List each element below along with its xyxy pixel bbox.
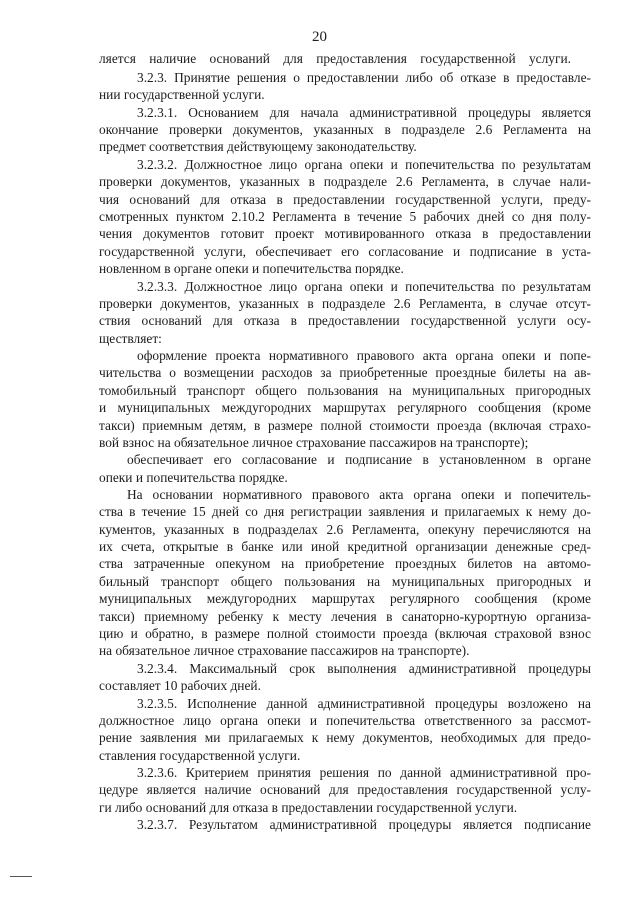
footer-rule [10, 876, 32, 877]
text-line: цию и обратно, в размере полной стоимости проезда (включая страховой взнос [99, 626, 591, 641]
text-line: должностное лицо органа опеки и попечительства ответственного за рассмот- [99, 713, 591, 728]
text-line: их счета, открытые в банке или иной кредитной организации денежные сред- [99, 539, 591, 554]
text-line: опеки и попечительства порядке. [99, 470, 288, 485]
text-line: кументов, указанных в подразделах 2.6 Регламента, опекуну перечисляются на [99, 522, 591, 537]
text-line: обеспечивает его согласование и подписание в установленном в органе [127, 452, 591, 467]
text-line: ства в течение 15 дней со дня регистрации заявления и прилагаемых к нему до- [99, 504, 591, 519]
text-line: проверки документов, указанных в подразделе 2.6 Регламента, в случае отсут- [99, 296, 591, 311]
text-line: новленном в органе опеки и попечительства порядке. [99, 261, 404, 276]
text-line: 3.2.3.1. Основанием для начала административной процедуры является [137, 105, 591, 120]
text-line: На основании нормативного правового акта органа опеки и попечитель- [127, 487, 591, 502]
text-line: цедуре является наличие оснований для предоставления государственной услу- [99, 782, 591, 797]
text-line: 3.2.3.3. Должностное лицо органа опеки и попечительства по результатам [137, 279, 591, 294]
text-line: 3.2.3.7. Результатом административной процедуры является подписание [137, 817, 591, 832]
text-line: такси) приемным детям, в размере полной стоимости проезда (включая страхо- [99, 418, 591, 433]
text-line: окончание проверки документов, указанных в подразделе 2.6 Регламента на [99, 122, 591, 137]
text-line: оформление проекта нормативного правового акта органа опеки и попе- [137, 348, 591, 363]
text-line: чения документов готовит проект мотивированного отказа в предоставлении [99, 226, 591, 241]
text-line: нии государственной услуги. [99, 87, 265, 102]
text-line: ствия оснований для отказа в предоставлении государственной услуги осу- [99, 313, 591, 328]
text-line: проверки документов, указанных в подразделе 2.6 Регламента, в случае нали- [99, 174, 591, 189]
text-line: 3.2.3.4. Максимальный срок выполнения административной процедуры [137, 661, 591, 676]
text-line: рение заявления ми прилагаемых к нему документов, необходимых для предо- [99, 730, 591, 745]
text-line: предмет соответствия действующему законодательству. [99, 139, 417, 154]
text-line: такси) приемному ребенку к месту лечения в санаторно-курортную организа- [99, 609, 591, 624]
text-line: томобильный транспорт общего пользования на муниципальных пригородных [99, 383, 591, 398]
text-line: бильный транспорт общего пользования на муниципальных пригородных и [99, 574, 591, 589]
text-line: ства затраченные опекуном на приобретение проездных билетов на автомо- [99, 556, 591, 571]
text-line: 3.2.3.5. Исполнение данной административной процедуры возложено на [137, 696, 591, 711]
text-line: и муниципальных междугородних маршрутах регулярного сообщения (кроме [99, 400, 591, 415]
text-line: 3.2.3.2. Должностное лицо органа опеки и попечительства по результатам [137, 157, 591, 172]
text-line: на обязательное личное страхование пассажиров на транспорте). [99, 643, 470, 658]
text-line: смотренных пунктом 2.10.2 Регламента в течение 5 рабочих дней со дня полу- [99, 209, 591, 224]
text-line: ляется наличие оснований для предоставления государственной услуги. [99, 51, 571, 66]
text-line: муниципальных междугородних маршрутах регулярного сообщения (кроме [99, 591, 591, 606]
text-line: ставления государственной услуги. [99, 748, 301, 763]
text-line: составляет 10 рабочих дней. [99, 678, 261, 693]
text-line: ществляет: [99, 331, 162, 346]
text-line: 3.2.3. Принятие решения о предоставлении либо об отказе в предоставле- [137, 70, 591, 85]
text-line: вой взнос на обязательное личное страхование пассажиров на транспорте); [99, 435, 529, 450]
text-line: ги либо оснований для отказа в предоставлении государственной услуги. [99, 800, 518, 815]
text-line: государственной услуги, обеспечивает его согласование и подписание в уста- [99, 244, 591, 259]
text-line: 3.2.3.6. Критерием принятия решения по данной административной про- [137, 765, 591, 780]
text-line: чия оснований для отказа в предоставлении государственной услуги, преду- [99, 192, 591, 207]
text-line: чительства о возмещении расходов за приобретенные проездные билеты на ав- [99, 365, 591, 380]
page-number: 20 [312, 29, 327, 45]
